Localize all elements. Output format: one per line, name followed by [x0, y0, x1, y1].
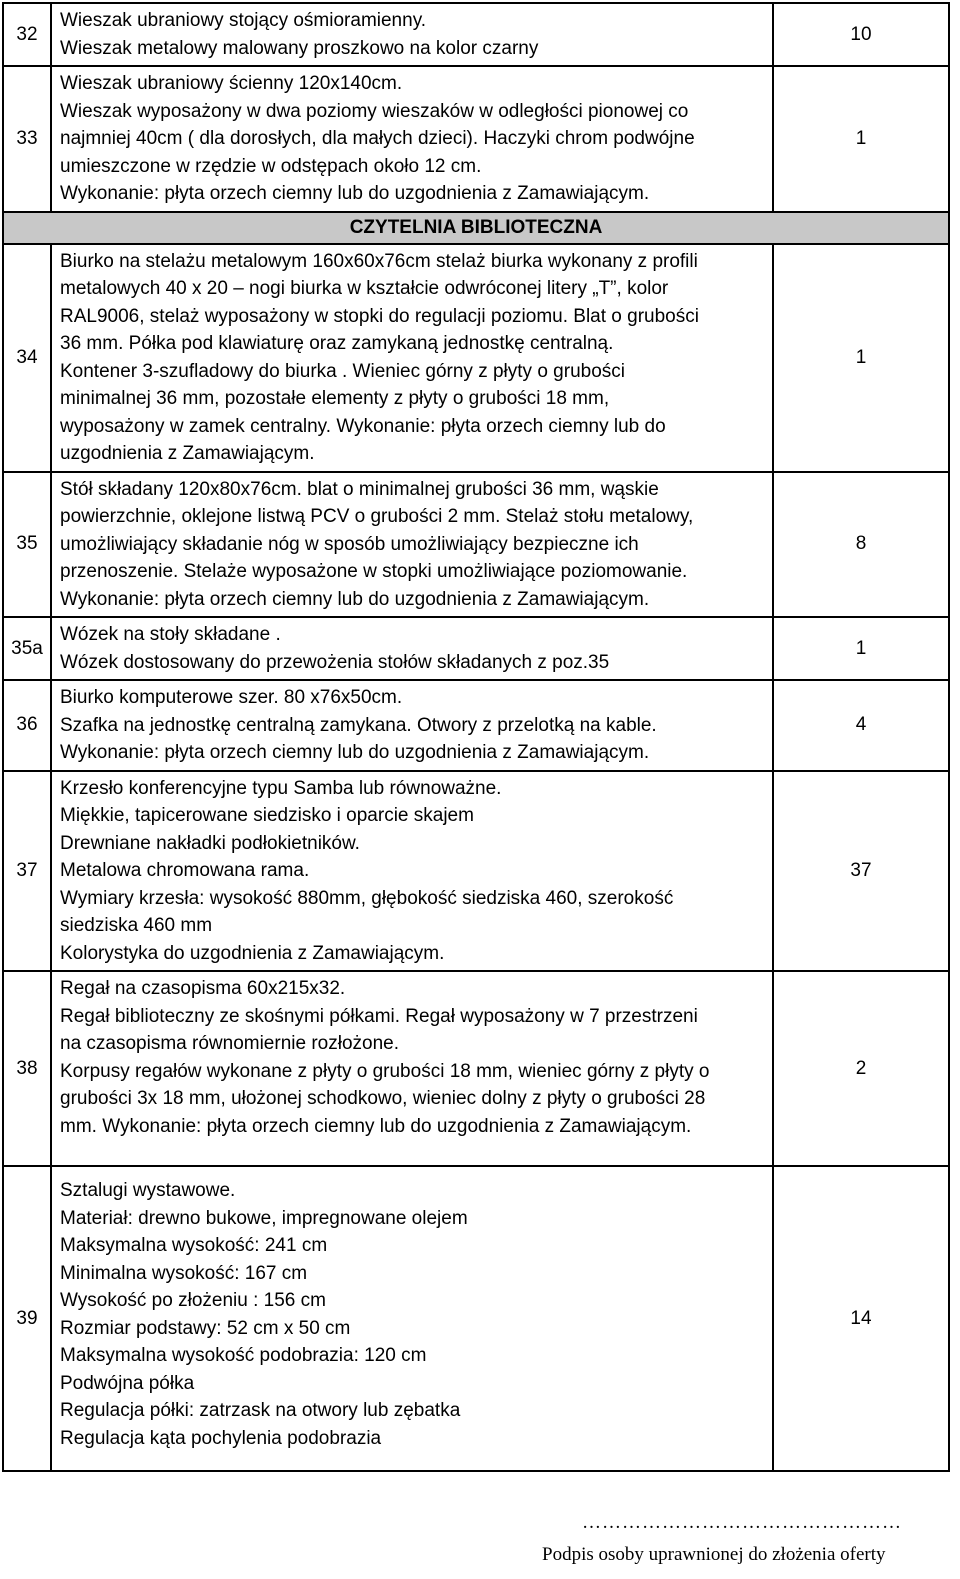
item-description: Wieszak ubraniowy ścienny 120x140cm. Wieszak wyposażony w dwa poziomy wieszaków w odległości pionowej co najmniej 40cm ( dla dorosłych, dla małych dzieci). Haczyki chrom podwójne umieszczone w rzędzie w odstępach około 12 cm. Wykonanie: płyta orzech ciemny lub do uzgodnienia z Zamawiającym.	[51, 66, 773, 212]
item-quantity: 14	[773, 1166, 949, 1471]
item-description: Sztalugi wystawowe. Materiał: drewno bukowe, impregnowane olejem Maksymalna wysokość: 241 cm Minimalna wysokość: 167 cm Wysokość po złożeniu : 156 cm Rozmiar podstawy: 52 cm x 50 cm Maksymalna wysokość podobrazia: 120 cm Podwójna półka Regulacja półki: zatrzask na otwory lub zębatka Regulacja kąta pochylenia podobrazia	[51, 1166, 773, 1471]
item-number: 37	[3, 771, 51, 972]
table-row	[3, 66, 949, 212]
item-quantity: 1	[773, 244, 949, 472]
table-row	[3, 472, 949, 618]
item-number: 39	[3, 1166, 51, 1471]
item-description: Biurko komputerowe szer. 80 x76x50cm. Szafka na jednostkę centralną zamykana. Otwory z przelotką na kable. Wykonanie: płyta orzech ciemny lub do uzgodnienia z Zamawiającym.	[51, 680, 773, 771]
item-number: 35a	[3, 617, 51, 680]
item-number: 36	[3, 680, 51, 771]
table-row	[3, 1166, 949, 1471]
item-quantity: 4	[773, 680, 949, 771]
item-quantity: 8	[773, 472, 949, 618]
table-row	[3, 617, 949, 680]
item-quantity: 10	[773, 3, 949, 66]
item-description: Wózek na stoły składane . Wózek dostosowany do przewożenia stołów składanych z poz.35	[51, 617, 773, 680]
section-title: CZYTELNIA BIBLIOTECZNA	[3, 212, 949, 244]
item-number: 38	[3, 971, 51, 1166]
table-row	[3, 680, 949, 771]
item-description: Krzesło konferencyjne typu Samba lub równoważne. Miękkie, tapicerowane siedzisko i oparcie skajem Drewniane nakładki podłokietników. Metalowa chromowana rama. Wymiary krzesła: wysokość 880mm, głębokość siedziska 460, szerokość siedziska 460 mm Kolorystyka do uzgodnienia z Zamawiającym.	[51, 771, 773, 972]
item-quantity: 37	[773, 771, 949, 972]
item-quantity: 1	[773, 617, 949, 680]
item-number: 32	[3, 3, 51, 66]
item-description: Regał na czasopisma 60x215x32. Regał biblioteczny ze skośnymi półkami. Regał wyposażony w 7 przestrzeni na czasopisma równomiernie rozłożone. Korpusy regałów wykonane z płyty o grubości 18 mm, wieniec górny z płyty o grubości 3x 18 mm, ułożonej schodkowo, wieniec dolny z płyty o grubości 28 mm. Wykonanie: płyta orzech ciemny lub do uzgodnienia z Zamawiającym.	[51, 971, 773, 1166]
section-header-row	[3, 212, 949, 244]
item-description: Wieszak ubraniowy stojący ośmioramienny. Wieszak metalowy malowany proszkowo na kolor czarny	[51, 3, 773, 66]
table-row	[3, 771, 949, 972]
signature-block	[542, 1512, 942, 1566]
item-description: Biurko na stelażu metalowym 160x60x76cm stelaż biurka wykonany z profili metalowych 40 x 20 – nogi biurka w kształcie odwróconej litery „T”, kolor RAL9006, stelaż wyposażony w stopki do regulacji poziomu. Blat o grubości 36 mm. Półka pod klawiaturę oraz zamykaną jednostkę centralną. Kontener 3-szufladowy do biurka . Wieniec górny z płyty o grubości minimalnej 36 mm, pozostałe elementy z płyty o grubości 18 mm, wyposażony w zamek centralny. Wykonanie: płyta orzech ciemny lub do uzgodnienia z Zamawiającym.	[51, 244, 773, 472]
table-row	[3, 244, 949, 472]
item-number: 33	[3, 66, 51, 212]
table-row	[3, 3, 949, 66]
item-description: Stół składany 120x80x76cm. blat o minimalnej grubości 36 mm, wąskie powierzchnie, oklejone listwą PCV o grubości 2 mm. Stelaż stołu metalowy, umożliwiający składanie nóg w sposób umożliwiający bezpieczne ich przenoszenie. Stelaże wyposażone w stopki umożliwiające poziomowanie. Wykonanie: płyta orzech ciemny lub do uzgodnienia z Zamawiającym.	[51, 472, 773, 618]
item-quantity: 2	[773, 971, 949, 1166]
item-quantity: 1	[773, 66, 949, 212]
item-number: 35	[3, 472, 51, 618]
table-row	[3, 971, 949, 1166]
signature-label: Podpis osoby uprawnionej do złożenia oferty	[542, 1544, 886, 1565]
item-number: 34	[3, 244, 51, 472]
items-table	[2, 2, 950, 1472]
signature-line: …………………………………………	[582, 1512, 902, 1533]
